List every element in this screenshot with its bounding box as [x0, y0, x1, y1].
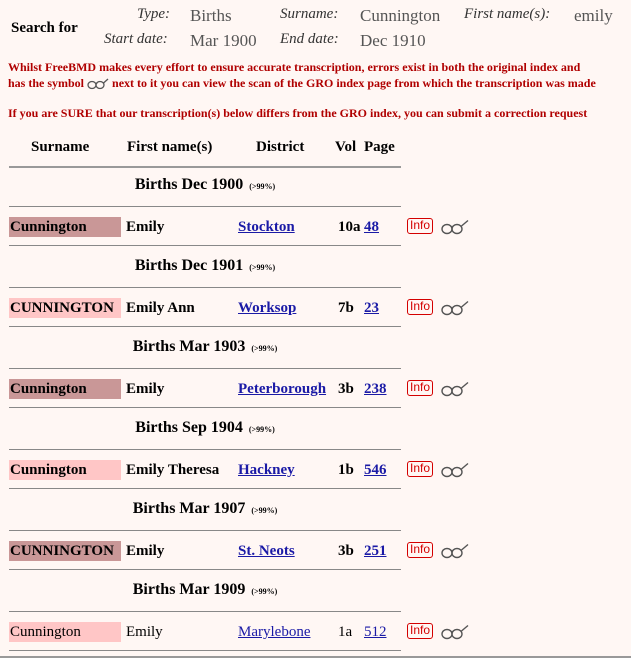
group-title: Births Sep 1904 — [135, 419, 243, 436]
table-row — [0, 379, 631, 403]
row-divider — [9, 611, 401, 612]
row-divider — [9, 407, 401, 408]
firstname-cell: Emily — [126, 219, 165, 235]
group-header — [9, 338, 401, 362]
firstname-cell: Emily Ann — [126, 300, 195, 316]
start-date-value: Mar 1900 — [190, 31, 257, 50]
info-button[interactable]: Info — [407, 542, 433, 558]
group-header — [9, 176, 401, 200]
scan-spectacles-icon[interactable] — [440, 543, 470, 559]
group-title: Births Dec 1900 — [134, 176, 244, 193]
district-link[interactable]: Worksop — [238, 300, 297, 316]
vol-cell: 1a — [338, 624, 353, 640]
row-divider — [9, 206, 401, 207]
district-link[interactable]: Peterborough — [238, 381, 327, 397]
row-divider — [9, 449, 401, 450]
page-link[interactable]: 546 — [364, 462, 387, 478]
table-row — [0, 298, 631, 322]
scan-spectacles-icon[interactable] — [440, 624, 470, 640]
table-row — [0, 460, 631, 484]
surname-cell: CUNNINGTON — [9, 298, 121, 318]
group-title: Births Mar 1903 — [132, 338, 246, 355]
page-link[interactable]: 512 — [364, 624, 387, 640]
end-date-label: End date: — [280, 31, 339, 47]
scan-spectacles-icon[interactable] — [440, 219, 470, 235]
row-divider — [9, 530, 401, 531]
correction-notice[interactable] — [8, 106, 587, 121]
firstname-cell: Emily Theresa — [126, 462, 220, 478]
page-link[interactable]: 48 — [364, 219, 379, 235]
accuracy-notice: Whilst FreeBMD makes every effort to ensure accurate transcription, errors exist in both the original index and — [8, 60, 581, 74]
match-percent: (>99%) — [249, 182, 276, 191]
group-header — [9, 257, 401, 281]
page-link[interactable]: 238 — [364, 381, 387, 397]
table-row — [0, 541, 631, 565]
table-row — [0, 622, 631, 646]
scan-spectacles-icon — [87, 78, 109, 90]
surname-value: Cunnington — [360, 6, 441, 25]
info-button[interactable]: Info — [407, 299, 433, 315]
district-link[interactable]: Marylebone — [238, 624, 311, 640]
page-link[interactable]: 23 — [364, 300, 379, 316]
col-header-vol: Vol — [335, 139, 357, 155]
row-divider — [9, 245, 401, 246]
table-row — [0, 217, 631, 241]
col-header-firstname: First name(s) — [127, 139, 213, 155]
row-divider — [9, 287, 401, 288]
correction-notice-text: If you are SURE that our transcription(s) below differs from the GRO index, you can submit a correction request — [8, 106, 588, 120]
vol-cell: 3b — [338, 381, 354, 397]
firstname-cell: Emily — [126, 624, 163, 640]
group-header — [9, 500, 401, 524]
firstname-label: First name(s): — [464, 6, 551, 22]
search-for-label: Search for — [11, 20, 78, 36]
vol-cell: 7b — [338, 300, 354, 316]
surname-cell: Cunnington — [9, 217, 121, 237]
scan-notice — [8, 76, 596, 91]
col-header-surname: Surname — [31, 139, 90, 155]
firstname-cell: Emily — [126, 543, 165, 559]
row-divider — [9, 368, 401, 369]
match-percent: (>99%) — [251, 587, 278, 596]
surname-cell: Cunnington — [9, 379, 121, 399]
search-summary — [0, 0, 631, 58]
page-link[interactable]: 251 — [364, 543, 387, 559]
header-divider — [9, 166, 401, 168]
match-percent: (>99%) — [249, 263, 276, 272]
scan-notice-text-a: has the symbol — [8, 76, 85, 90]
scan-spectacles-icon[interactable] — [440, 381, 470, 397]
scan-spectacles-icon[interactable] — [440, 462, 470, 478]
match-percent: (>99%) — [251, 506, 278, 515]
row-divider — [9, 488, 401, 489]
group-header — [9, 581, 401, 605]
district-link[interactable]: St. Neots — [238, 543, 295, 559]
row-divider — [9, 326, 401, 327]
district-link[interactable]: Hackney — [238, 462, 295, 478]
group-title: Births Dec 1901 — [134, 257, 244, 274]
type-label: Type: — [137, 6, 171, 22]
group-title: Births Mar 1909 — [132, 581, 246, 598]
vol-cell: 10a — [338, 219, 361, 235]
row-divider — [9, 569, 401, 570]
group-title: Births Mar 1907 — [132, 500, 246, 517]
surname-cell: Cunnington — [9, 460, 121, 480]
firstname-cell: Emily — [126, 381, 165, 397]
match-percent: (>99%) — [248, 425, 275, 434]
row-divider — [9, 650, 401, 651]
col-header-page: Page — [364, 139, 395, 155]
end-date-value: Dec 1910 — [360, 31, 426, 50]
info-button[interactable]: Info — [407, 380, 433, 396]
info-button[interactable]: Info — [407, 218, 433, 234]
group-header — [9, 419, 401, 443]
surname-cell: Cunnington — [9, 622, 121, 642]
vol-cell: 3b — [338, 543, 354, 559]
district-link[interactable]: Stockton — [238, 219, 295, 235]
surname-label: Surname: — [280, 6, 339, 22]
info-button[interactable]: Info — [407, 623, 433, 639]
vol-cell: 1b — [338, 462, 354, 478]
info-button[interactable]: Info — [407, 461, 433, 477]
type-value: Births — [190, 6, 232, 25]
scan-spectacles-icon[interactable] — [440, 300, 470, 316]
start-date-label: Start date: — [104, 31, 168, 47]
firstname-value: emily — [574, 6, 613, 25]
surname-cell: CUNNINGTON — [9, 541, 121, 561]
scan-notice-text-b: next to it you can view the scan of the GRO index page from which the transcription was made — [112, 76, 596, 90]
col-header-district: District — [256, 139, 305, 155]
match-percent: (>99%) — [251, 344, 278, 353]
